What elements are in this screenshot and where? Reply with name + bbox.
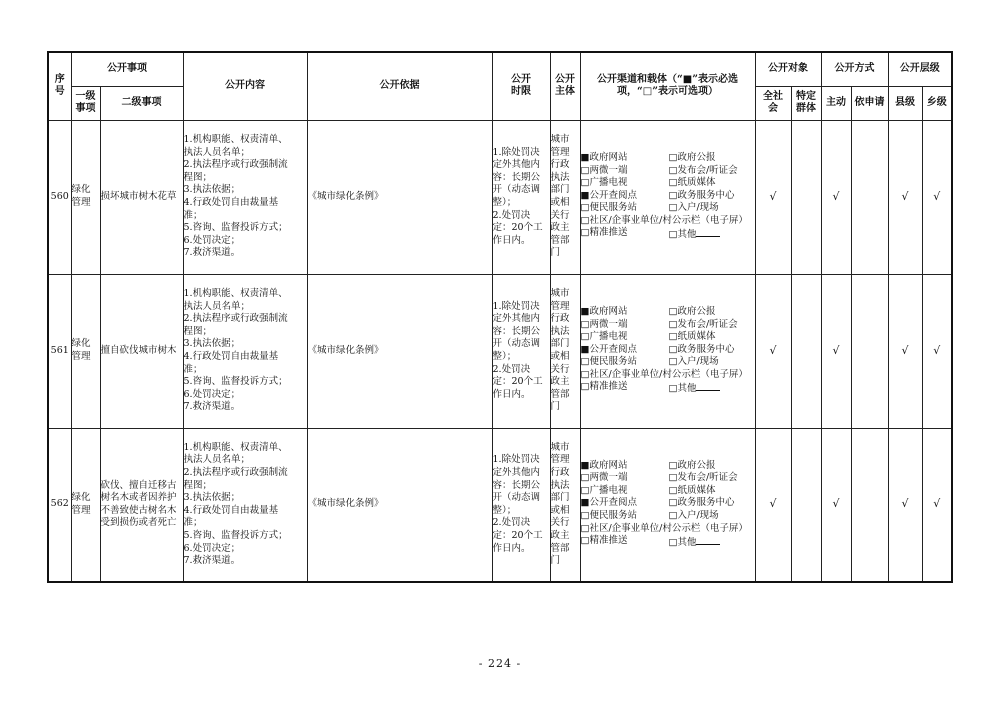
header-method-group: 公开方式 xyxy=(821,52,888,86)
channel-option: □纸质媒体 xyxy=(668,331,716,343)
channel-option: □发布会/听证会 xyxy=(668,164,738,176)
channel-option: □发布会/听证会 xyxy=(668,472,738,484)
channel-option: ■公开查阅点 xyxy=(580,497,637,509)
channel-community: □社区/企事业单位/村公示栏（电子屏） xyxy=(580,522,748,534)
channel-option: □纸质媒体 xyxy=(668,484,716,496)
header-time: 公开时限 xyxy=(492,52,550,120)
mark-target-all: √ xyxy=(755,428,791,582)
row-time: 1.除处罚决 定外其他内 容：长期公 开（动态调 整）； 2.处罚决 定：20个工 作日内。 xyxy=(492,274,550,428)
channel-option: □广播电视 xyxy=(580,177,628,189)
mark-target-all: √ xyxy=(755,274,791,428)
mark-method-apply xyxy=(851,428,888,582)
row-level2: 砍伐、擅自迁移古树名木或者因养护不善致使古树名木受到损伤或者死亡 xyxy=(100,428,183,582)
table-row xyxy=(48,428,952,582)
channel-precise: □精准推送 xyxy=(580,227,628,239)
row-time: 1.除处罚决 定外其他内 容：长期公 开（动态调 整）； 2.处罚决 定：20个工 作日内。 xyxy=(492,120,550,274)
channel-option: ■政府网站 xyxy=(580,151,628,163)
mark-target-specific xyxy=(791,274,821,428)
blank-line xyxy=(696,535,720,545)
header-channel: 公开渠道和载体（“■”表示必选项，“□”表示可选项） xyxy=(580,52,755,120)
channel-option: ■公开查阅点 xyxy=(580,189,637,201)
channel-option: □两微一端 xyxy=(580,164,628,176)
header-level-group: 公开层级 xyxy=(888,52,952,86)
channel-option: □广播电视 xyxy=(580,484,628,496)
row-basis: 《城市绿化条例》 xyxy=(307,120,492,274)
mark-method-apply xyxy=(851,120,888,274)
row-subject: 城市 管理 行政 执法 部门 或相 关行 政主 管部 门 xyxy=(550,120,580,274)
row-content: 1.机构职能、权责清单、 执法人员名单； 2.执法程序或行政强制流 程图； 3.执法依据； 4.行政处罚自由裁量基 准； 5.咨询、监督投诉方式； 6.处罚决定； 7.救济渠道。 xyxy=(183,428,307,582)
channel-other: □其他 xyxy=(669,227,755,242)
mark-level-town: √ xyxy=(922,274,952,428)
channel-community: □社区/企事业单位/村公示栏（电子屏） xyxy=(580,214,748,226)
channel-precise: □精准推送 xyxy=(580,381,628,393)
row-content: 1.机构职能、权责清单、 执法人员名单； 2.执法程序或行政强制流 程图； 3.执法依据； 4.行政处罚自由裁量基 准； 5.咨询、监督投诉方式； 6.处罚决定； 7.救济渠道。 xyxy=(183,274,307,428)
channel-option: □广播电视 xyxy=(580,331,628,343)
table-row xyxy=(48,274,952,428)
channel-other: □其他 xyxy=(669,535,755,550)
row-level1: 绿化管理 xyxy=(71,120,100,274)
channel-community: □社区/企事业单位/村公示栏（电子屏） xyxy=(580,368,748,380)
header-basis: 公开依据 xyxy=(307,52,492,120)
channel-option: □两微一端 xyxy=(580,472,628,484)
row-level2: 擅自砍伐城市树木 xyxy=(100,274,183,428)
channel-precise: □精准推送 xyxy=(580,535,628,547)
row-basis: 《城市绿化条例》 xyxy=(307,274,492,428)
row-channels xyxy=(580,428,755,582)
channel-option: □便民服务站 xyxy=(580,356,637,368)
channel-option: □政府公报 xyxy=(668,305,716,317)
row-content: 1.机构职能、权责清单、 执法人员名单； 2.执法程序或行政强制流 程图； 3.执法依据； 4.行政处罚自由裁量基 准； 5.咨询、监督投诉方式； 6.处罚决定； 7.救济渠道。 xyxy=(183,120,307,274)
channel-option: ■政府网站 xyxy=(580,459,628,471)
mark-method-active: √ xyxy=(821,274,851,428)
channel-option: ■公开查阅点 xyxy=(580,343,637,355)
row-channels xyxy=(580,120,755,274)
mark-level-town: √ xyxy=(922,428,952,582)
channel-option: □入户/现场 xyxy=(668,356,719,368)
header-target-group: 公开对象 xyxy=(755,52,821,86)
channel-option: □政务服务中心 xyxy=(668,497,735,509)
header-item-group: 公开事项 xyxy=(71,52,183,86)
channel-option: □两微一端 xyxy=(580,318,628,330)
row-level1: 绿化管理 xyxy=(71,274,100,428)
blank-line xyxy=(696,381,720,391)
row-basis: 《城市绿化条例》 xyxy=(307,428,492,582)
header-content: 公开内容 xyxy=(183,52,307,120)
row-number: 560 xyxy=(48,120,71,274)
header-target-specific: 特定群体 xyxy=(791,86,821,120)
header-level-town: 乡级 xyxy=(922,86,952,120)
mark-target-all: √ xyxy=(755,120,791,274)
mark-level-county: √ xyxy=(888,120,922,274)
row-time: 1.除处罚决 定外其他内 容：长期公 开（动态调 整）； 2.处罚决 定：20个工 作日内。 xyxy=(492,428,550,582)
mark-method-apply xyxy=(851,274,888,428)
mark-method-active: √ xyxy=(821,120,851,274)
channel-option: □便民服务站 xyxy=(580,202,637,214)
row-subject: 城市 管理 行政 执法 部门 或相 关行 政主 管部 门 xyxy=(550,274,580,428)
header-level-county: 县级 xyxy=(888,86,922,120)
channel-option: □政府公报 xyxy=(668,151,716,163)
header-subject: 公开主体 xyxy=(550,52,580,120)
channel-option: □政府公报 xyxy=(668,459,716,471)
mark-level-county: √ xyxy=(888,428,922,582)
row-number: 562 xyxy=(48,428,71,582)
page-number: - 224 - xyxy=(478,657,522,670)
row-subject: 城市 管理 行政 执法 部门 或相 关行 政主 管部 门 xyxy=(550,428,580,582)
header-level1: 一级事项 xyxy=(71,86,100,120)
channel-option: □政务服务中心 xyxy=(668,343,735,355)
table-row xyxy=(48,120,952,274)
header-method-active: 主动 xyxy=(821,86,851,120)
channel-other: □其他 xyxy=(669,381,755,396)
channel-option: ■政府网站 xyxy=(580,305,628,317)
blank-line xyxy=(696,227,720,237)
mark-level-town: √ xyxy=(922,120,952,274)
row-number: 561 xyxy=(48,274,71,428)
channel-option: □政务服务中心 xyxy=(668,189,735,201)
row-level1: 绿化管理 xyxy=(71,428,100,582)
channel-option: □入户/现场 xyxy=(668,202,719,214)
row-level2: 损坏城市树木花草 xyxy=(100,120,183,274)
header-seq: 序号 xyxy=(48,52,71,120)
channel-option: □纸质媒体 xyxy=(668,177,716,189)
channel-option: □发布会/听证会 xyxy=(668,318,738,330)
mark-method-active: √ xyxy=(821,428,851,582)
header-method-apply: 依申请 xyxy=(851,86,888,120)
header-target-all: 全社会 xyxy=(755,86,791,120)
header-level2: 二级事项 xyxy=(100,86,183,120)
mark-level-county: √ xyxy=(888,274,922,428)
mark-target-specific xyxy=(791,428,821,582)
row-channels xyxy=(580,274,755,428)
channel-option: □便民服务站 xyxy=(580,510,637,522)
disclosure-table xyxy=(47,51,953,583)
channel-option: □入户/现场 xyxy=(668,510,719,522)
mark-target-specific xyxy=(791,120,821,274)
